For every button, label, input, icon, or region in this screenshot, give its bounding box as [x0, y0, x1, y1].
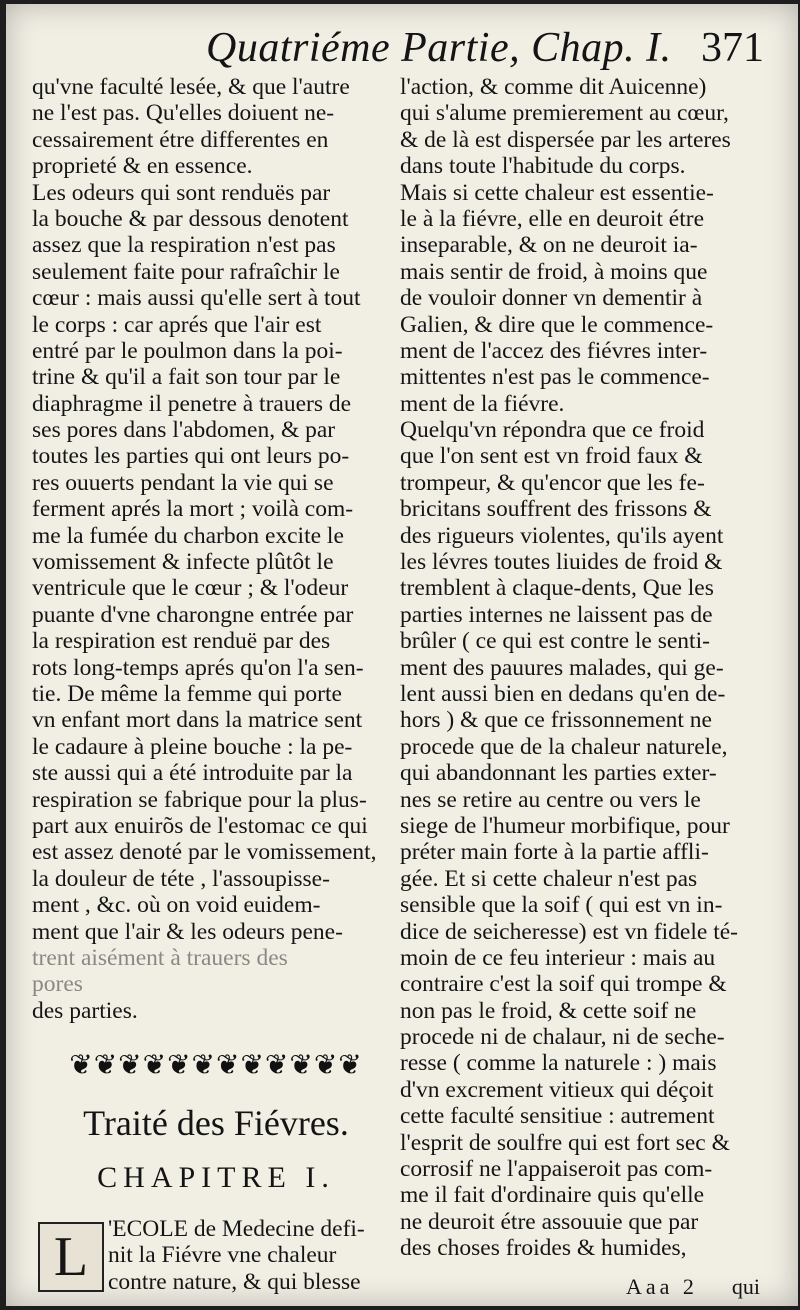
text-line: mittentes n'est pas le commence- [400, 364, 710, 391]
text-line: trine & qu'il a fait son tour par le [32, 364, 341, 391]
left-column [32, 74, 392, 1024]
text-line: puante d'vne charongne entrée par [32, 601, 354, 628]
text-line: dice de seicheresse) est vn fidele té- [400, 918, 738, 945]
text-line: vomissement & infecte plûtôt le [32, 549, 334, 576]
text-line: parties internes ne laissent pas de [400, 601, 713, 628]
page-number: 371 [701, 25, 764, 71]
text-line: l'esprit de soulfre qui est fort sec & [400, 1129, 730, 1156]
text-line: de vouloir donner vn dementir à [400, 285, 703, 312]
text-line: tremblent à claque-dents, Que les [400, 575, 714, 602]
text-line: ment de la fiévre. [400, 390, 565, 417]
signature-mark: Aaa 2 [626, 1274, 698, 1299]
text-line: & de là est dispersée par les arteres [400, 126, 731, 153]
text-line: ste aussi qui a été introduite par la [32, 760, 353, 787]
ornament-band: ❦❦❦❦❦❦❦❦❦❦❦❦ [69, 1048, 363, 1081]
chapter-opening-text [108, 1216, 408, 1295]
text-line: bricitans souffrent des frissons & [400, 496, 712, 523]
text-line: procede que de la chaleur naturele, [400, 733, 728, 760]
text-line: ventricule que le cœur ; & l'odeur [32, 575, 349, 602]
text-line: des parties. [32, 997, 138, 1024]
text-line: trompeur, & qu'encor que les fe- [400, 469, 705, 496]
text-line: vn enfant mort dans la matrice sent [32, 707, 363, 734]
text-line: ferment aprés la mort ; voilà com- [32, 496, 354, 523]
text-line: mais sentir de froid, à moins que [400, 258, 708, 285]
text-line: la respiration est renduë par des [32, 628, 331, 655]
text-line: proprieté & en essence. [32, 153, 253, 180]
text-line: ment que l'air & les odeurs pene- [32, 918, 343, 945]
text-line: assez que la respiration n'est pas [32, 232, 336, 259]
text-line: d'vn excrement vitieux qui déçoit [400, 1076, 714, 1103]
decorated-initial [38, 1222, 104, 1292]
text-line: qui abandonnant les parties exter- [400, 760, 717, 787]
text-line: Les odeurs qui sont renduës par [32, 179, 331, 206]
text-line: qui s'alume premierement au cœur, [400, 100, 729, 127]
text-line: moin de ce feu interieur : mais au [400, 944, 716, 971]
text-line: rots long-temps aprés qu'on l'a sen- [32, 654, 364, 681]
text-line: lent aussi bien en dedans qu'en de- [400, 680, 726, 707]
text-line: ment de l'accez des fiévres inter- [400, 337, 708, 364]
text-line: procede ni de chalaur, ni de seche- [400, 1024, 725, 1051]
text-line: la douleur de téte , l'assoupisse- [32, 865, 330, 892]
text-line: gée. Et si cette chaleur n'est pas [400, 865, 698, 892]
text-line: tie. De même la femme qui porte [32, 680, 342, 707]
text-line: me la fumée du charbon excite le [32, 522, 344, 549]
book-page [6, 4, 798, 1306]
text-line: resse ( comme la naturele : ) mais [400, 1050, 717, 1077]
chapter-heading: CHAPITRE I. [97, 1161, 335, 1194]
text-line: contre nature, & qui blesse [108, 1268, 361, 1295]
text-line: ne deuroit étre assouuie que par [400, 1208, 699, 1235]
text-line: seulement faite pour rafraîchir le [32, 258, 340, 285]
running-title: Quatriéme Partie, Chap. I. [206, 25, 672, 71]
text-line: nes se retire au centre ou vers le [400, 786, 701, 813]
treatise-title: Traité des Fiévres. [83, 1103, 349, 1143]
text-line: toutes les parties qui ont leurs po- [32, 443, 350, 470]
text-line: les lévres toutes liuides de froid & [400, 549, 723, 576]
text-line: dans toute l'habitude du corps. [400, 153, 686, 180]
text-line: le à la fiévre, elle en deuroit étre [400, 205, 705, 232]
text-line: me il fait d'ordinaire quis qu'elle [400, 1182, 705, 1209]
text-line: respiration se fabrique pour la plus- [32, 786, 367, 813]
text-line: corrosif ne l'appaiseroit pas com- [400, 1156, 713, 1183]
text-line: non pas le froid, & cette soif ne [400, 997, 697, 1024]
text-line: contraire c'est la soif qui trompe & [400, 971, 727, 998]
text-line: ment , &c. où on void euidem- [32, 892, 321, 919]
text-line: hors ) & que ce frissonnement ne [400, 707, 712, 734]
text-line: le cadaure à pleine bouche : la pe- [32, 733, 353, 760]
right-column [400, 74, 770, 1262]
text-line: l'action, & comme dit Auicenne) [400, 74, 707, 100]
text-line: que l'on sent est vn froid faux & [400, 443, 703, 470]
text-line: part aux enuirõs de l'estomac ce qui [32, 812, 368, 839]
text-line: le corps : car aprés que l'air est [32, 311, 322, 338]
text-line: ment des pauures malades, qui ge- [400, 654, 724, 681]
text-line: diaphragme il penetre à trauers de [32, 390, 352, 417]
dropcap-letter: L [53, 1226, 89, 1288]
text-line: siege de l'humeur morbifique, pour [400, 812, 730, 839]
text-line: entré par le poulmon dans la poi- [32, 337, 343, 364]
text-line: pores [32, 971, 83, 998]
text-line: Galien, & dire que le commence- [400, 311, 714, 338]
text-line: est assez denoté par le vomissement, [32, 839, 377, 866]
catchword: qui [731, 1274, 760, 1299]
text-line: Quelqu'vn répondra que ce froid [400, 417, 705, 444]
text-line: brûler ( ce qui est contre le senti- [400, 628, 710, 655]
text-line: cœur : mais aussi qu'elle sert à tout [32, 285, 361, 312]
text-line: inseparable, & on ne deuroit ia- [400, 232, 698, 259]
text-line: 'ECOLE de Medecine defi- [108, 1216, 365, 1242]
text-line: la bouche & par dessous denotent [32, 205, 349, 232]
text-line: cessairement étre differentes en [32, 126, 329, 153]
text-line: res ouuerts pendant la vie qui se [32, 469, 334, 496]
text-line: préter main forte à la partie affli- [400, 839, 709, 866]
text-line: Mais si cette chaleur est essentie- [400, 179, 714, 206]
text-line: cette faculté sensitiue : autrement [400, 1103, 715, 1130]
text-line: ses pores dans l'abdomen, & par [32, 417, 336, 444]
text-line: trent aisément à trauers des [32, 944, 288, 971]
text-line: sensible que la soif ( qui est vn in- [400, 892, 723, 919]
text-line: des rigueurs violentes, qu'ils ayent [400, 522, 724, 549]
text-line: ne l'est pas. Qu'elles doiuent ne- [32, 100, 335, 127]
text-line: nit la Fiévre vne chaleur [108, 1242, 337, 1269]
text-line: des choses froides & humides, [400, 1235, 687, 1262]
text-line: qu'vne faculté lesée, & que l'autre [32, 74, 350, 100]
